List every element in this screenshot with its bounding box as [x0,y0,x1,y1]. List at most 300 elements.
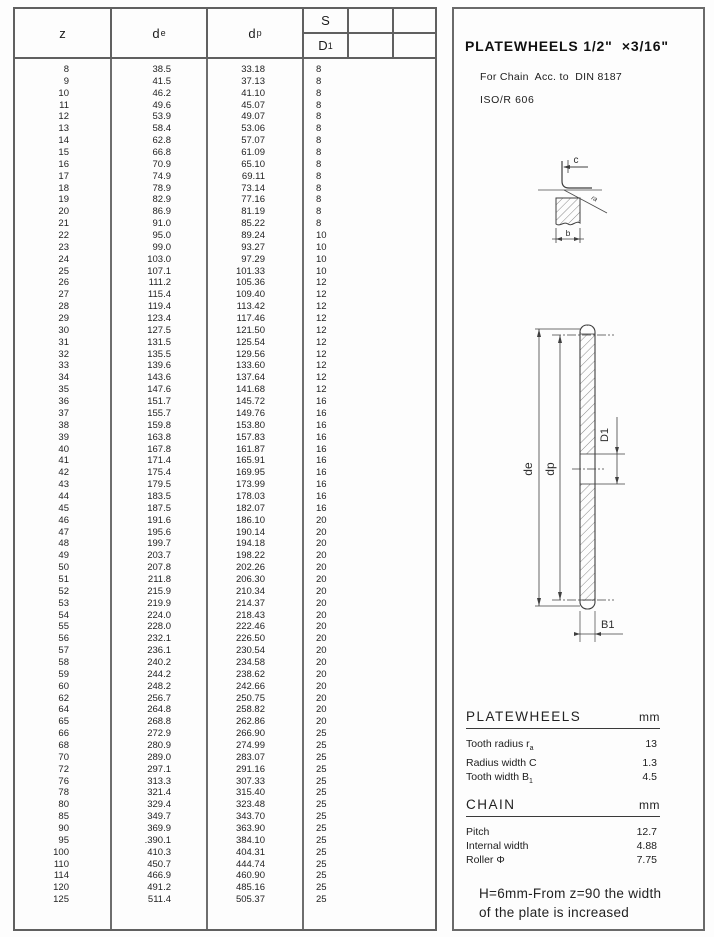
footnote-line-1: H=6mm-From z=90 the width [479,886,662,901]
table-cell: 157.83 [235,431,265,443]
table-cell: 219.9 [147,597,171,609]
table-cell: 86.9 [152,206,171,218]
table-cell: 207.8 [147,562,171,574]
header-de-subscript: e [160,28,166,38]
table-cell: 81.19 [241,206,265,218]
table-row [15,645,435,657]
spec-row [466,825,660,839]
table-cell: 120 [53,882,69,894]
table-cell: 262.86 [235,716,265,728]
column-header-s [304,9,349,32]
table-cell: 25 [316,799,327,811]
table-row [15,325,435,337]
table-cell: 491.2 [147,882,171,894]
table-cell: 12 [316,348,327,360]
table-cell: 82.9 [152,194,171,206]
table-row [15,811,435,823]
table-cell: 25 [316,894,327,906]
table-row [15,515,435,527]
table-cell: 248.2 [147,680,171,692]
table-cell: 242.66 [235,680,265,692]
table-row [15,88,435,100]
chain-spec [466,797,660,867]
table-row [15,574,435,586]
table-row [15,586,435,598]
table-cell: 13 [58,123,69,135]
spec-label: Internal width [466,840,529,852]
table-cell: 32 [58,348,69,360]
table-cell: 137.64 [235,372,265,384]
table-cell: 115.4 [147,289,171,301]
table-cell: 8 [316,218,322,230]
table-row [15,598,435,610]
table-cell: 283.07 [235,751,265,763]
table-row [15,242,435,254]
chain-spec-unit: mm [639,798,660,812]
table-cell: 20 [316,573,327,585]
table-cell: 173.99 [235,479,265,491]
table-cell: 10 [316,265,327,277]
table-cell: 178.03 [235,490,265,502]
table-cell: 70 [58,751,69,763]
table-cell: 186.10 [235,514,265,526]
table-cell: 20 [316,514,327,526]
table-row [15,230,435,242]
table-cell: 363.90 [235,823,265,834]
table-cell: 291.16 [235,763,265,775]
table-cell: 450.7 [147,858,171,870]
table-cell: 20 [316,645,327,657]
table-row [15,183,435,195]
table-cell: 77.16 [241,194,265,206]
column-header-de [112,9,208,57]
table-cell: 26 [58,277,69,289]
table-row [15,882,435,894]
table-cell: 12 [316,289,327,301]
table-cell: 143.6 [147,372,171,384]
table-row [15,752,435,764]
table-cell: 161.87 [235,443,265,455]
table-cell: 141.68 [235,384,265,396]
table-cell: 69.11 [241,170,265,182]
table-cell: 16 [316,431,327,443]
table-cell: 264.8 [147,704,171,716]
table-cell: 12 [316,360,327,372]
table-cell: 349.7 [147,811,171,823]
table-cell: 466.9 [147,870,171,882]
table-cell: 25 [316,739,327,751]
table-cell: 12 [316,336,327,348]
header-d1-label: D [318,38,328,53]
table-cell: 114 [53,870,69,882]
table-cell: 12 [316,384,327,396]
table-cell: 10 [58,87,69,99]
table-cell: 12 [316,324,327,336]
table-cell: 25 [316,775,327,787]
table-cell: 30 [58,324,69,336]
table-cell: 65.10 [241,158,265,170]
platewheels-spec-rows [466,737,660,789]
table-cell: 25 [316,834,327,846]
table-cell: 25 [316,751,327,763]
table-row [15,206,435,218]
table-cell: 58 [58,656,69,668]
table-cell: 224.0 [147,609,171,621]
table-cell: 56 [58,633,69,645]
table-row [15,681,435,693]
header-dp-subscript: p [256,28,262,38]
table-row [15,266,435,278]
table-cell: 230.54 [235,645,265,657]
table-row [15,254,435,266]
table-row [15,693,435,705]
table-cell: 20 [316,680,327,692]
table-cell: 460.90 [235,870,265,882]
table-cell: 46 [58,514,69,526]
table-cell: 25 [316,811,327,823]
table-cell: 80 [58,799,69,811]
table-cell: 49.6 [152,99,171,111]
table-cell: 113.42 [236,301,265,313]
table-cell: 8 [316,182,322,194]
table-cell: 191.6 [147,514,171,526]
spec-value: 4.5 [642,771,657,784]
table-cell: 20 [316,633,327,645]
table-cell: 274.99 [235,739,265,751]
table-cell: 198.22 [235,550,265,562]
table-cell: 90 [58,823,69,834]
table-row [15,64,435,76]
table-row [15,360,435,372]
table-row [15,776,435,788]
table-cell: 8 [316,99,322,111]
table-cell: 511.4 [147,894,171,906]
table-row [15,716,435,728]
table-cell: 20 [316,538,327,550]
table-cell: 8 [316,147,322,159]
chain-spec-title: CHAIN [466,797,516,812]
column-divider [110,59,112,929]
spec-value: 7.75 [636,854,657,866]
header-de-label: d [152,25,160,41]
table-row [15,396,435,408]
table-cell: 107.1 [147,265,171,277]
table-cell: 187.5 [147,502,171,514]
table-cell: 315.40 [235,787,265,799]
table-cell: 8 [316,206,322,218]
header-row-s [304,9,435,34]
table-cell: 95 [58,834,69,846]
table-cell: 25 [316,728,327,740]
header-row-d1 [304,34,435,57]
table-row [15,349,435,361]
table-row [15,527,435,539]
spec-row [466,853,660,867]
table-row [15,491,435,503]
table-cell: 53 [58,597,69,609]
table-row [15,728,435,740]
spec-row [466,756,660,770]
table-cell: 20 [316,668,327,680]
table-row [15,823,435,835]
table-cell: 85.22 [241,218,265,230]
table-row [15,123,435,135]
table-cell: 38 [58,419,69,431]
table-cell: 8 [316,158,322,170]
header-empty-cell [394,34,435,57]
table-cell: 218.43 [235,609,265,621]
table-cell: 190.14 [235,526,265,538]
table-cell: 9 [63,75,69,87]
table-cell: 206.30 [235,573,265,585]
table-cell: 228.0 [147,621,171,633]
table-cell: 238.62 [235,668,265,680]
table-cell: 25 [316,870,327,882]
platewheels-spec-header [466,709,660,729]
table-cell: 123.4 [147,313,171,325]
table-cell: 44 [58,490,69,502]
table-row [15,669,435,681]
spec-value: 13 [645,738,657,750]
table-row [15,277,435,289]
table-cell: 62 [58,692,69,704]
chain-spec-rows [466,825,660,867]
table-cell: 12 [316,301,327,313]
tooth-profile-diagram [532,143,662,258]
table-row [15,479,435,491]
table-cell: 35 [58,384,69,396]
table-cell: 72 [58,763,69,775]
table-cell: 8 [63,64,69,75]
table-cell: 20 [316,621,327,633]
table-cell: 17 [58,170,69,182]
table-cell: 70.9 [152,158,171,170]
table-cell: 222.46 [235,621,265,633]
table-cell: 33 [58,360,69,372]
table-cell: 149.76 [235,407,265,419]
header-z-label: z [59,25,66,41]
table-cell: 8 [316,87,322,99]
table-row [15,787,435,799]
table-cell: 165.91 [235,455,265,467]
table-row [15,408,435,420]
table-cell: 266.90 [235,728,265,740]
table-row [15,100,435,112]
dim-label-dp: dp [543,462,557,476]
table-cell: .390.1 [144,834,171,846]
table-cell: 16 [316,396,327,408]
table-cell: 232.1 [147,633,171,645]
table-cell: 38.5 [152,64,171,75]
table-cell: 14 [58,135,69,147]
header-empty-cell [349,34,394,57]
table-cell: 34 [58,372,69,384]
table-cell: 125 [53,894,69,906]
table-cell: 226.50 [235,633,265,645]
table-row [15,550,435,562]
platewheels-spec [466,709,660,789]
spec-value: 1.3 [642,757,657,770]
table-cell: 256.7 [147,692,171,704]
table-row [15,621,435,633]
table-cell: 307.33 [235,775,265,787]
table-cell: 37.13 [241,75,265,87]
table-cell: 211.8 [147,573,171,585]
table-cell: 16 [316,490,327,502]
table-cell: 272.9 [147,728,171,740]
table-row [15,538,435,550]
column-divider [302,59,304,929]
table-cell: 59 [58,668,69,680]
table-cell: 25 [316,858,327,870]
table-cell: 20 [316,562,327,574]
table-row [15,467,435,479]
table-row [15,147,435,159]
table-cell: 49.07 [241,111,265,123]
table-cell: 22 [58,230,69,242]
table-cell: 64 [58,704,69,716]
table-row [15,420,435,432]
table-cell: 61.09 [241,147,265,159]
table-cell: 50 [58,562,69,574]
table-row [15,218,435,230]
table-cell: 268.8 [147,716,171,728]
table-cell: 20 [58,206,69,218]
table-row [15,859,435,871]
header-empty-cell [349,9,394,32]
table-cell: 109.40 [235,289,265,301]
page-title: PLATEWHEELS 1/2" ×3/16" [465,38,669,54]
table-cell: 12 [316,372,327,384]
sprocket-dimension-table [13,7,437,931]
platewheels-spec-title: PLATEWHEELS [466,709,582,724]
table-cell: 28 [58,301,69,313]
table-row [15,657,435,669]
table-cell: 40 [58,443,69,455]
spec-row [466,737,660,756]
table-cell: 41.10 [241,87,265,99]
table-cell: 54 [58,609,69,621]
table-cell: 10 [316,241,327,253]
table-cell: 147.6 [147,384,171,396]
column-divider [206,59,208,929]
table-cell: 119.4 [147,301,171,313]
table-cell: 234.58 [235,656,265,668]
table-cell: 313.3 [147,775,171,787]
table-cell: 121.50 [235,324,265,336]
table-row [15,740,435,752]
header-s-label: S [321,13,330,28]
table-cell: 99.0 [152,241,171,253]
table-cell: 85 [58,811,69,823]
table-row [15,503,435,515]
table-cell: 25 [316,823,327,834]
column-header-z [15,9,112,57]
dim-label-c: c [573,155,579,166]
table-cell: 289.0 [147,751,171,763]
table-cell: 16 [316,443,327,455]
platewheels-spec-unit: mm [639,710,660,724]
table-cell: 15 [58,147,69,159]
table-cell: 199.7 [147,538,171,550]
table-cell: 62.8 [152,135,171,147]
table-cell: 23 [58,241,69,253]
table-cell: 25 [316,882,327,894]
footnote [479,884,661,922]
table-cell: 74.9 [152,170,171,182]
table-cell: 48 [58,538,69,550]
platewheel-section-diagram [494,317,694,652]
table-cell: 280.9 [147,739,171,751]
table-cell: 57 [58,645,69,657]
table-cell: 20 [316,692,327,704]
spec-label: Tooth radius $r_a$ [466,738,534,753]
table-row [15,171,435,183]
table-cell: 45 [58,502,69,514]
dim-label-de: de [521,462,535,476]
table-cell: 20 [316,716,327,728]
table-cell: 29 [58,313,69,325]
table-cell: 78.9 [152,182,171,194]
table-cell: 16 [316,479,327,491]
table-row [15,135,435,147]
table-cell: 404.31 [235,846,265,858]
table-cell: 179.5 [147,479,171,491]
table-cell: 19 [58,194,69,206]
table-row [15,633,435,645]
table-cell: 25 [316,787,327,799]
table-cell: 111.2 [148,277,171,289]
table-cell: 20 [316,526,327,538]
table-cell: 129.56 [235,348,265,360]
table-cell: 105.36 [235,277,265,289]
table-row [15,835,435,847]
table-cell: 73.14 [241,182,265,194]
table-row [15,432,435,444]
table-row [15,301,435,313]
table-row [15,289,435,301]
column-header-group-s-d1 [304,9,435,57]
table-cell: 31 [58,336,69,348]
table-cell: 101.33 [235,265,265,277]
table-cell: 159.8 [147,419,171,431]
table-cell: 25 [58,265,69,277]
table-cell: 20 [316,550,327,562]
footnote-line-2: of the plate is increased [479,905,630,920]
header-dp-label: d [248,25,256,41]
table-cell: 91.0 [152,218,171,230]
dim-label-b1: B1 [601,619,615,631]
dim-label-d1: D1 [599,427,611,443]
table-row [15,337,435,349]
table-cell: 55 [58,621,69,633]
table-cell: 36 [58,396,69,408]
table-cell: 37 [58,407,69,419]
table-cell: 20 [316,585,327,597]
table-cell: 18 [58,182,69,194]
table-cell: 103.0 [147,253,171,265]
chain-standard-line: For Chain Acc. to DIN 8187 [480,71,623,83]
spec-row [466,770,660,789]
table-cell: 66.8 [152,147,171,159]
spec-label: Tooth width $B_1$ [466,771,533,786]
table-row [15,799,435,811]
table-cell: 258.82 [235,704,265,716]
table-cell: 505.37 [235,894,265,906]
table-cell: 169.95 [235,467,265,479]
table-cell: 171.4 [147,455,171,467]
table-cell: 25 [316,846,327,858]
